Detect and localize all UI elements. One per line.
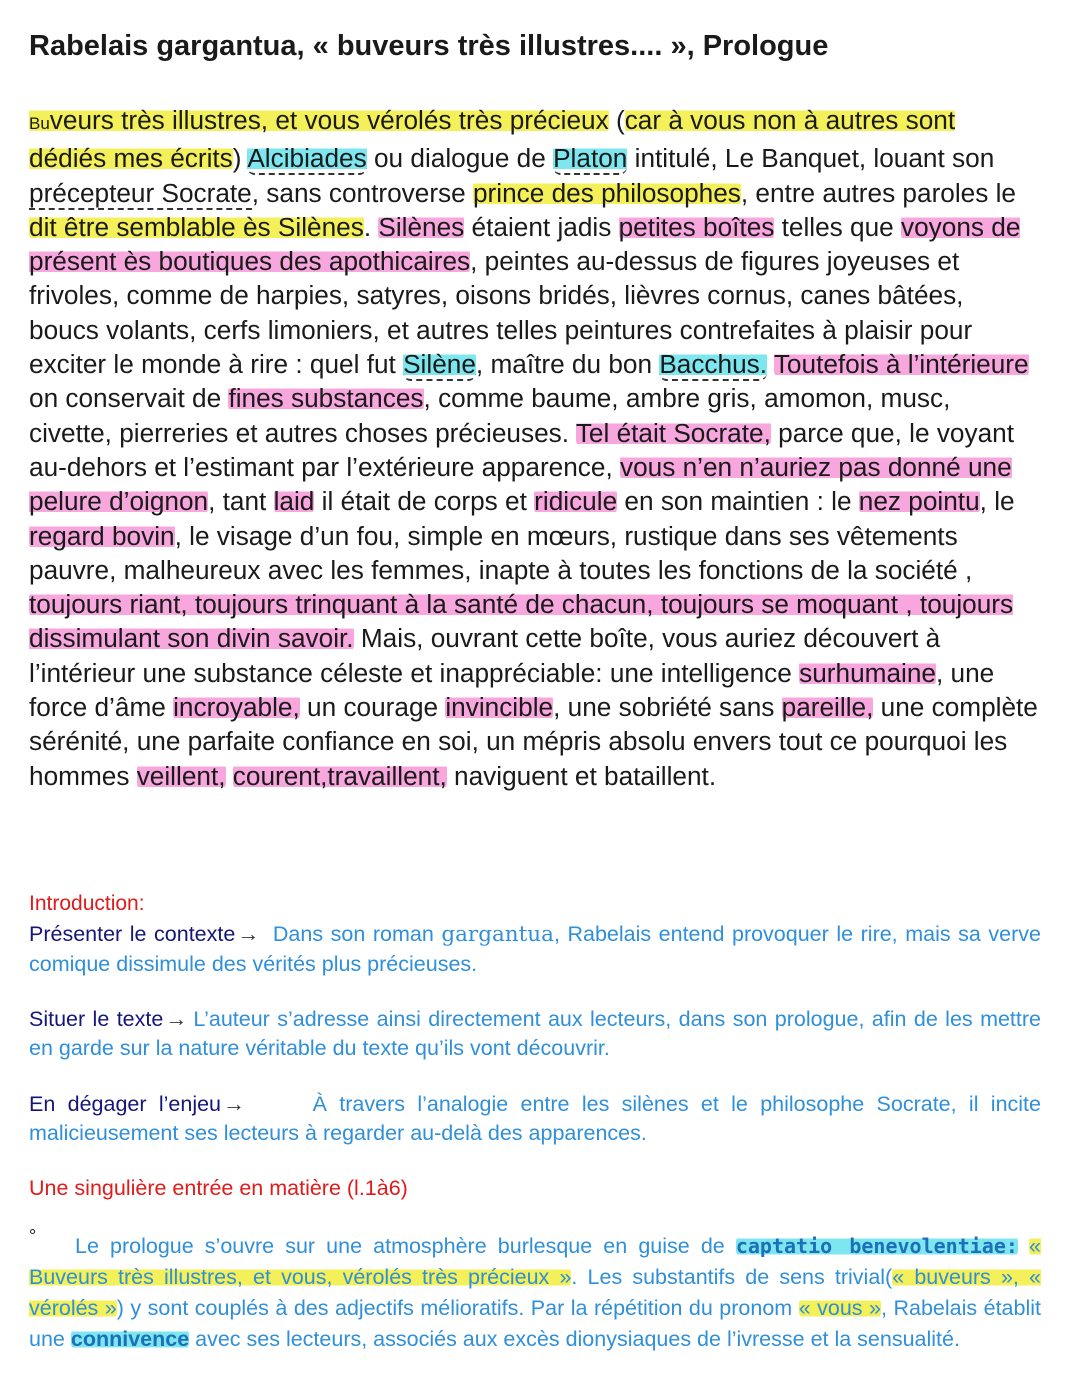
highlight-pink: laid	[273, 486, 315, 517]
highlight-pink: Silènes	[378, 211, 465, 242]
analysis-paragraph: Le prologue s’ouvre sur une atmosphère burlesque en guise de captatio benevolentiae: « Buveurs très illustres, et vous, vérolés très précieux ». Les substantifs de sens trivial(« buveurs », « vérolés ») y sont couplés à des adjectifs mélioratifs. Par la répétition du pronom « vous », Rabelais établit une connivence avec ses lecteurs, associés aux excès dionysiaques de l’ivresse et la sensualité.	[29, 1234, 1041, 1351]
highlight-pink: veillent,	[136, 760, 226, 791]
work-title: gargantua	[441, 922, 554, 947]
arrow-icon: →	[237, 921, 260, 946]
page-title: Rabelais gargantua, « buveurs très illustres.... », Prologue	[29, 30, 829, 62]
prologue-text: Buveurs très illustres, et vous vérolés très précieux (car à vous non à autres sont dédiés mes écrits) Alcibiades ou dialogue de Platon intitulé, Le Banquet, louant son précepteur Socrate, sans controverse prince des philosophes, entre autres paroles le dit être semblable ès Silènes. Silènes étaient jadis petites boîtes telles que voyons de présent ès boutiques des apothicaires, peintes au-dessus de figures joyeuses et frivoles, comme de harpies, satyres, oisons bridés, lièvres cornus, canes bâtées, boucs volants, cerfs limoniers, et autres telles peintures contrefaites à plaisir pour exciter le monde à rire : quel fut Silène, maître du bon Bacchus. Toutefois à l’intérieure on conservait de fines substances, comme baume, ambre gris, amomon, musc, civette, pierreries et autres choses précieuses. Tel était Socrate, parce que, le voyant au-dehors et l’estimant par l’extérieure apparence, vous n’en n’auriez pas donné une pelure d’oignon, tant laid il était de corps et ridicule en son maintien : le nez pointu, le regard bovin, le visage d’un fou, simple en mœurs, rustique dans ses vêtements pauvre, malheureux avec les femmes, inapte à toutes les fonctions de la société , toujours riant, toujours trinquant à la santé de chacun, toujours se moquant , toujours dissimulant son divin savoir. Mais, ouvrant cette boîte, vous auriez découvert à l’intérieur une substance céleste et inappréciable: une intelligence surhumaine, une force d’âme incroyable, un courage invincible, une sobriété sans pareille, une complète sérénité, une parfaite confiance en soi, un mépris absolu envers tout ce pourquoi les hommes veillent, courent,travaillent, naviguent et bataillent.	[29, 105, 1038, 791]
highlight-pink: fines substances	[228, 383, 424, 414]
highlight-yellow: car à vous non à autres sont dédiés mes écrits	[29, 105, 956, 174]
introduction-heading: Introduction:	[29, 892, 145, 915]
highlight-pink: regard bovin	[29, 520, 175, 551]
highlight-yellow: « buveurs », « vérolés »	[29, 1265, 1041, 1320]
highlight-pink: courent,travaillent,	[232, 760, 447, 791]
highlight-pink: ridicule	[534, 486, 618, 517]
arrow-icon: →	[223, 1091, 246, 1116]
highlight-cyan: connivence	[70, 1327, 190, 1351]
highlight-yellow: « vous »	[798, 1296, 881, 1320]
stake-paragraph: En dégager l’enjeu→ À travers l’analogie entre les silènes et le philosophe Socrate, il incite malicieusement ses lecteurs à regarder au-delà des apparences.	[29, 1091, 1041, 1145]
context-paragraph: Présenter le contexte→ Dans son roman gargantua, Rabelais entend provoquer le rire, mais sa verve comique dissimule des vérités plus précieuses.	[29, 921, 1041, 976]
highlight-pink: surhumaine	[799, 657, 936, 688]
highlight-yellow: dit être semblable ès Silènes	[29, 211, 364, 242]
highlight-pink: Toutefois à l’intérieure	[773, 349, 1029, 380]
highlight-yellow: « Buveurs très illustres, et vous, vérolés très précieux »	[29, 1234, 1041, 1289]
highlight-yellow: prince des philosophes	[472, 177, 741, 208]
arrow-icon: →	[165, 1006, 188, 1031]
highlight-pink: incroyable,	[173, 692, 300, 723]
highlight-pink: petites boîtes	[618, 211, 775, 242]
highlight-yellow: Buveurs très illustres, et vous vérolés très précieux	[29, 105, 609, 135]
highlight-cyan: Platon	[553, 143, 628, 174]
highlight-cyan: Alcibiades	[247, 143, 367, 174]
situate-paragraph: Situer le texte→ L’auteur s’adresse ainsi directement aux lecteurs, dans son prologue, afin de les mettre en garde sur la nature véritable du texte qu’ils vont découvrir.	[29, 1006, 1041, 1060]
highlight-pink: vous n’en n’auriez pas donné une pelure d’oignon	[29, 451, 1012, 517]
context-label: Présenter le contexte	[29, 922, 236, 946]
highlight-cyan: Bacchus.	[659, 349, 768, 380]
highlight-cyan: captatio benevolentiae:	[735, 1234, 1018, 1258]
highlight-pink: Tel était Socrate,	[575, 417, 771, 448]
highlight-pink: nez pointu	[858, 486, 980, 517]
stake-label: En dégager l’enjeu	[29, 1092, 222, 1116]
highlight-pink: invincible	[445, 692, 554, 723]
section-heading: Une singulière entrée en matière (l.1à6)	[29, 1176, 408, 1200]
highlight-pink: pareille,	[781, 692, 874, 723]
highlight-pink: voyons de présent ès boutiques des apothicaires	[29, 211, 1021, 277]
highlight-pink: toujours riant, toujours trinquant à la santé de chacun, toujours se moquant , toujours dissimulant son divin savoir.	[29, 589, 1014, 654]
dashed-underline: précepteur Socrate	[29, 177, 252, 208]
highlight-cyan: Silène	[403, 349, 476, 380]
bullet-icon: °	[29, 1226, 37, 1246]
situate-label: Situer le texte	[29, 1007, 164, 1031]
